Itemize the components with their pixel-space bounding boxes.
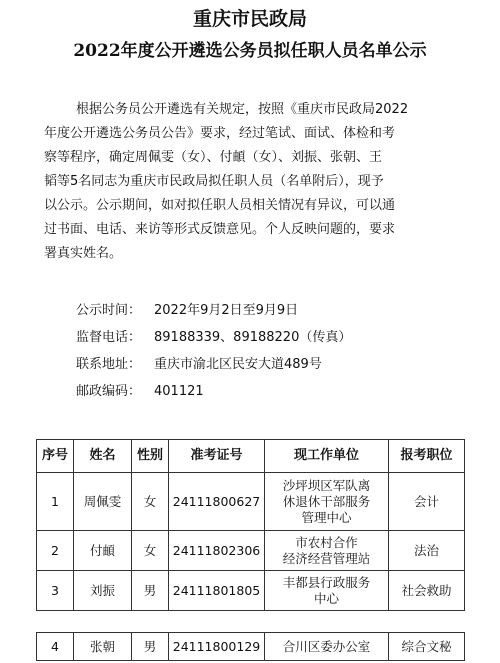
- body-line: 察等程序，确定周佩雯（女）、付頔（女）、刘振、张朝、王: [44, 150, 383, 165]
- column-header-gender: 性别: [132, 440, 169, 473]
- work-unit-line: 休退休干部服务: [282, 493, 371, 509]
- cell-work-unit: [265, 531, 389, 571]
- info-label: 监督电话：: [76, 330, 142, 345]
- supervision-phone: [76, 327, 351, 349]
- table-header-row: [37, 440, 465, 473]
- table-row: [37, 473, 465, 531]
- table-row: [37, 531, 465, 571]
- cell-gender: 男: [132, 571, 169, 611]
- cell-position: 会计: [389, 473, 465, 531]
- table-row: [37, 571, 465, 611]
- info-label: 联系地址：: [76, 357, 142, 372]
- cell-exam-id: 24111800627: [169, 473, 265, 531]
- postal-code: [76, 381, 204, 403]
- publicity-period: [76, 300, 298, 322]
- body-line: 根据公务员公开遴选有关规定，按照《重庆市民政局2022: [76, 102, 409, 117]
- cell-work-unit: [265, 473, 389, 531]
- candidate-table-continued: [36, 632, 465, 661]
- cell-position: 综合文秘: [389, 633, 465, 661]
- work-unit-line: 丰都县行政服务: [282, 574, 371, 590]
- info-value: 401121: [154, 384, 204, 399]
- info-value: 2022年9月2日至9月9日: [154, 303, 299, 318]
- cell-name: 周佩雯: [74, 473, 132, 531]
- cell-name: 张朝: [74, 633, 132, 661]
- cell-exam-id: 24111802306: [169, 531, 265, 571]
- work-unit-line: 市农村合作: [295, 534, 358, 550]
- cell-number: 4: [37, 633, 74, 661]
- body-line: 署真实姓名。: [44, 246, 123, 261]
- cell-exam-id: 24111801805: [169, 571, 265, 611]
- cell-gender: 男: [132, 633, 169, 661]
- body-line: 过书面、电话、来访等形式反馈意见。个人反映问题的，要求: [44, 222, 396, 237]
- cell-number: 2: [37, 531, 74, 571]
- cell-number: 1: [37, 473, 74, 531]
- cell-position: 法治: [389, 531, 465, 571]
- column-header-number: 序号: [37, 440, 74, 473]
- body-line: 韬等5名同志为重庆市民政局拟任职人员（名单附后），现予: [44, 174, 384, 189]
- info-label: 公示时间：: [76, 303, 142, 318]
- info-label: 邮政编码：: [76, 384, 142, 399]
- table-row: [37, 633, 465, 661]
- notice-title: 2022年度公开遴选公务员拟任职人员名单公示: [73, 41, 427, 61]
- body-line: 以公示。公示期间，如对拟任职人员相关情况有异议，可以通: [44, 198, 396, 213]
- cell-position: 社会救助: [389, 571, 465, 611]
- cell-work-unit: [265, 571, 389, 611]
- candidate-table: [36, 439, 465, 611]
- cell-name: 付頔: [74, 531, 132, 571]
- info-value: 89188339、89188220（传真）: [154, 330, 352, 345]
- column-header-position: 报考职位: [389, 440, 465, 473]
- issuing-organization: 重庆市民政局: [192, 8, 307, 30]
- cell-name: 刘振: [74, 571, 132, 611]
- cell-exam-id: 24111800129: [169, 633, 265, 661]
- work-unit-line: 中心: [313, 590, 339, 606]
- work-unit-line: 管理中心: [301, 509, 352, 525]
- work-unit-line: 经济经营管理站: [282, 550, 371, 566]
- cell-gender: 女: [132, 531, 169, 571]
- cell-gender: 女: [132, 473, 169, 531]
- info-value: 重庆市渝北区民安大道489号: [154, 357, 322, 372]
- contact-address: [76, 354, 322, 376]
- column-header-name: 姓名: [74, 440, 132, 473]
- cell-number: 3: [37, 571, 74, 611]
- cell-work-unit: 合川区委办公室: [265, 633, 389, 661]
- column-header-work-unit: 现工作单位: [265, 440, 389, 473]
- column-header-exam-id: 准考证号: [169, 440, 265, 473]
- work-unit-line: 沙坪坝区军队离: [282, 477, 371, 493]
- body-line: 年度公开遴选公务员公告》要求，经过笔试、面试、体检和考: [44, 126, 396, 141]
